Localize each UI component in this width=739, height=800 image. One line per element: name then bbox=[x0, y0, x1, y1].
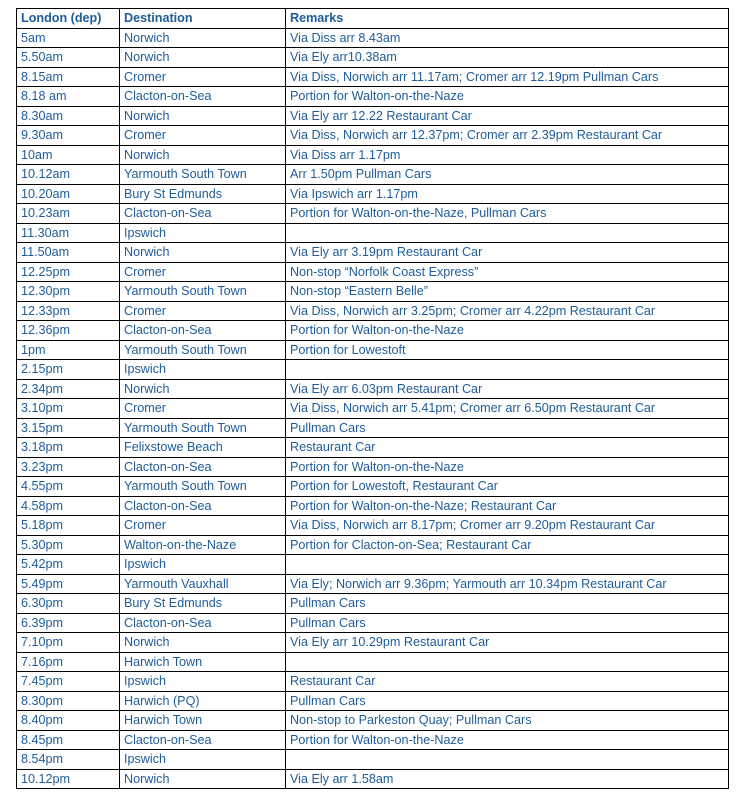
cell-destination: Yarmouth South Town bbox=[120, 165, 286, 185]
cell-destination: Norwich bbox=[120, 106, 286, 126]
cell-remarks: Via Diss, Norwich arr 3.25pm; Cromer arr 4.22pm Restaurant Car bbox=[286, 301, 729, 321]
cell-destination: Ipswich bbox=[120, 555, 286, 575]
table-row bbox=[17, 613, 729, 633]
cell-destination: Yarmouth South Town bbox=[120, 418, 286, 438]
cell-destination: Ipswich bbox=[120, 750, 286, 770]
cell-departure-time: 5.50am bbox=[17, 48, 120, 68]
cell-remarks: Non-stop to Parkeston Quay; Pullman Cars bbox=[286, 711, 729, 731]
cell-departure-time: 4.58pm bbox=[17, 496, 120, 516]
cell-departure-time: 5.49pm bbox=[17, 574, 120, 594]
cell-remarks bbox=[286, 223, 729, 243]
cell-destination: Clacton-on-Sea bbox=[120, 496, 286, 516]
table-row bbox=[17, 652, 729, 672]
cell-remarks: Portion for Walton-on-the-Naze bbox=[286, 321, 729, 341]
cell-destination: Norwich bbox=[120, 48, 286, 68]
cell-destination: Clacton-on-Sea bbox=[120, 321, 286, 341]
table-row bbox=[17, 301, 729, 321]
table-row bbox=[17, 106, 729, 126]
table-row bbox=[17, 360, 729, 380]
cell-destination: Clacton-on-Sea bbox=[120, 457, 286, 477]
cell-departure-time: 8.40pm bbox=[17, 711, 120, 731]
cell-destination: Harwich (PQ) bbox=[120, 691, 286, 711]
cell-destination: Bury St Edmunds bbox=[120, 184, 286, 204]
table-row bbox=[17, 418, 729, 438]
header-row bbox=[17, 9, 729, 29]
table-row bbox=[17, 399, 729, 419]
cell-remarks: Portion for Walton-on-the-Naze, Pullman Cars bbox=[286, 204, 729, 224]
cell-departure-time: 5.30pm bbox=[17, 535, 120, 555]
cell-destination: Harwich Town bbox=[120, 711, 286, 731]
cell-departure-time: 8.30pm bbox=[17, 691, 120, 711]
cell-destination: Clacton-on-Sea bbox=[120, 87, 286, 107]
cell-departure-time: 7.45pm bbox=[17, 672, 120, 692]
cell-departure-time: 11.50am bbox=[17, 243, 120, 263]
cell-destination: Bury St Edmunds bbox=[120, 594, 286, 614]
cell-remarks: Via Ely arr 1.58am bbox=[286, 769, 729, 789]
departures-table bbox=[16, 8, 729, 789]
table-row bbox=[17, 243, 729, 263]
cell-departure-time: 7.16pm bbox=[17, 652, 120, 672]
cell-remarks: Via Ely arr10.38am bbox=[286, 48, 729, 68]
cell-destination: Walton-on-the-Naze bbox=[120, 535, 286, 555]
cell-departure-time: 1pm bbox=[17, 340, 120, 360]
cell-departure-time: 3.23pm bbox=[17, 457, 120, 477]
cell-departure-time: 8.45pm bbox=[17, 730, 120, 750]
cell-destination: Cromer bbox=[120, 301, 286, 321]
cell-destination: Norwich bbox=[120, 28, 286, 48]
cell-departure-time: 10.23am bbox=[17, 204, 120, 224]
cell-remarks: Portion for Lowestoft, Restaurant Car bbox=[286, 477, 729, 497]
cell-remarks: Restaurant Car bbox=[286, 672, 729, 692]
cell-remarks: Portion for Clacton-on-Sea; Restaurant Car bbox=[286, 535, 729, 555]
cell-departure-time: 7.10pm bbox=[17, 633, 120, 653]
table-row bbox=[17, 87, 729, 107]
table-row bbox=[17, 379, 729, 399]
table-row bbox=[17, 282, 729, 302]
cell-remarks: Via Ely arr 6.03pm Restaurant Car bbox=[286, 379, 729, 399]
table-row bbox=[17, 184, 729, 204]
cell-departure-time: 3.15pm bbox=[17, 418, 120, 438]
cell-departure-time: 11.30am bbox=[17, 223, 120, 243]
cell-departure-time: 5am bbox=[17, 28, 120, 48]
cell-departure-time: 3.10pm bbox=[17, 399, 120, 419]
cell-remarks: Arr 1.50pm Pullman Cars bbox=[286, 165, 729, 185]
cell-departure-time: 4.55pm bbox=[17, 477, 120, 497]
cell-remarks: Via Ely arr 12.22 Restaurant Car bbox=[286, 106, 729, 126]
table-row bbox=[17, 672, 729, 692]
cell-remarks: Via Ely arr 3.19pm Restaurant Car bbox=[286, 243, 729, 263]
table-row bbox=[17, 223, 729, 243]
table-row bbox=[17, 28, 729, 48]
cell-departure-time: 8.54pm bbox=[17, 750, 120, 770]
cell-remarks: Via Diss arr 8.43am bbox=[286, 28, 729, 48]
cell-departure-time: 8.18 am bbox=[17, 87, 120, 107]
table-row bbox=[17, 340, 729, 360]
cell-remarks: Non-stop “Norfolk Coast Express” bbox=[286, 262, 729, 282]
cell-departure-time: 12.30pm bbox=[17, 282, 120, 302]
cell-remarks: Via Diss, Norwich arr 11.17am; Cromer arr 12.19pm Pullman Cars bbox=[286, 67, 729, 87]
cell-remarks: Via Diss arr 1.17pm bbox=[286, 145, 729, 165]
table-row bbox=[17, 633, 729, 653]
cell-remarks bbox=[286, 555, 729, 575]
cell-destination: Clacton-on-Sea bbox=[120, 730, 286, 750]
cell-remarks: Via Ipswich arr 1.17pm bbox=[286, 184, 729, 204]
table-row bbox=[17, 67, 729, 87]
cell-destination: Cromer bbox=[120, 399, 286, 419]
cell-remarks bbox=[286, 750, 729, 770]
table-row bbox=[17, 750, 729, 770]
cell-remarks: Portion for Walton-on-the-Naze bbox=[286, 730, 729, 750]
cell-remarks bbox=[286, 652, 729, 672]
cell-destination: Yarmouth Vauxhall bbox=[120, 574, 286, 594]
cell-departure-time: 2.15pm bbox=[17, 360, 120, 380]
table-row bbox=[17, 574, 729, 594]
cell-destination: Norwich bbox=[120, 243, 286, 263]
cell-remarks: Pullman Cars bbox=[286, 418, 729, 438]
cell-departure-time: 5.42pm bbox=[17, 555, 120, 575]
cell-departure-time: 12.25pm bbox=[17, 262, 120, 282]
table-row bbox=[17, 691, 729, 711]
table-row bbox=[17, 516, 729, 536]
table-row bbox=[17, 594, 729, 614]
cell-destination: Yarmouth South Town bbox=[120, 477, 286, 497]
cell-remarks: Portion for Walton-on-the-Naze bbox=[286, 457, 729, 477]
cell-destination: Ipswich bbox=[120, 223, 286, 243]
cell-departure-time: 6.30pm bbox=[17, 594, 120, 614]
cell-destination: Ipswich bbox=[120, 360, 286, 380]
table-row bbox=[17, 496, 729, 516]
header-remarks: Remarks bbox=[286, 9, 729, 29]
cell-remarks bbox=[286, 360, 729, 380]
cell-destination: Norwich bbox=[120, 379, 286, 399]
cell-remarks: Via Diss, Norwich arr 5.41pm; Cromer arr 6.50pm Restaurant Car bbox=[286, 399, 729, 419]
cell-remarks: Pullman Cars bbox=[286, 691, 729, 711]
cell-departure-time: 6.39pm bbox=[17, 613, 120, 633]
cell-departure-time: 10.12am bbox=[17, 165, 120, 185]
cell-destination: Cromer bbox=[120, 262, 286, 282]
cell-remarks: Portion for Lowestoft bbox=[286, 340, 729, 360]
header-london-dep: London (dep) bbox=[17, 9, 120, 29]
cell-remarks: Via Diss, Norwich arr 12.37pm; Cromer arr 2.39pm Restaurant Car bbox=[286, 126, 729, 146]
cell-destination: Cromer bbox=[120, 67, 286, 87]
cell-departure-time: 2.34pm bbox=[17, 379, 120, 399]
cell-destination: Yarmouth South Town bbox=[120, 282, 286, 302]
cell-destination: Cromer bbox=[120, 126, 286, 146]
cell-remarks: Portion for Walton-on-the-Naze bbox=[286, 87, 729, 107]
table-row bbox=[17, 438, 729, 458]
cell-departure-time: 3.18pm bbox=[17, 438, 120, 458]
cell-destination: Clacton-on-Sea bbox=[120, 204, 286, 224]
table-row bbox=[17, 711, 729, 731]
table-row bbox=[17, 48, 729, 68]
cell-remarks: Via Ely arr 10.29pm Restaurant Car bbox=[286, 633, 729, 653]
cell-destination: Cromer bbox=[120, 516, 286, 536]
header-destination: Destination bbox=[120, 9, 286, 29]
cell-destination: Norwich bbox=[120, 769, 286, 789]
cell-remarks: Via Ely; Norwich arr 9.36pm; Yarmouth arr 10.34pm Restaurant Car bbox=[286, 574, 729, 594]
cell-remarks: Portion for Walton-on-the-Naze; Restaurant Car bbox=[286, 496, 729, 516]
table-row bbox=[17, 555, 729, 575]
table-row bbox=[17, 477, 729, 497]
table-body bbox=[17, 28, 729, 789]
table-row bbox=[17, 457, 729, 477]
table-row bbox=[17, 769, 729, 789]
table-row bbox=[17, 145, 729, 165]
cell-destination: Felixstowe Beach bbox=[120, 438, 286, 458]
table-row bbox=[17, 321, 729, 341]
cell-remarks: Non-stop “Eastern Belle” bbox=[286, 282, 729, 302]
table-row bbox=[17, 204, 729, 224]
cell-destination: Harwich Town bbox=[120, 652, 286, 672]
table-row bbox=[17, 165, 729, 185]
cell-remarks: Restaurant Car bbox=[286, 438, 729, 458]
table-row bbox=[17, 262, 729, 282]
cell-departure-time: 12.36pm bbox=[17, 321, 120, 341]
cell-destination: Ipswich bbox=[120, 672, 286, 692]
cell-destination: Clacton-on-Sea bbox=[120, 613, 286, 633]
cell-departure-time: 5.18pm bbox=[17, 516, 120, 536]
cell-destination: Yarmouth South Town bbox=[120, 340, 286, 360]
cell-destination: Norwich bbox=[120, 145, 286, 165]
cell-departure-time: 10.20am bbox=[17, 184, 120, 204]
table-row bbox=[17, 730, 729, 750]
cell-departure-time: 8.15am bbox=[17, 67, 120, 87]
cell-remarks: Pullman Cars bbox=[286, 594, 729, 614]
table-row bbox=[17, 535, 729, 555]
cell-departure-time: 9.30am bbox=[17, 126, 120, 146]
cell-remarks: Pullman Cars bbox=[286, 613, 729, 633]
table-row bbox=[17, 126, 729, 146]
cell-departure-time: 10.12pm bbox=[17, 769, 120, 789]
cell-remarks: Via Diss, Norwich arr 8.17pm; Cromer arr 9.20pm Restaurant Car bbox=[286, 516, 729, 536]
cell-destination: Norwich bbox=[120, 633, 286, 653]
cell-departure-time: 12.33pm bbox=[17, 301, 120, 321]
cell-departure-time: 10am bbox=[17, 145, 120, 165]
cell-departure-time: 8.30am bbox=[17, 106, 120, 126]
